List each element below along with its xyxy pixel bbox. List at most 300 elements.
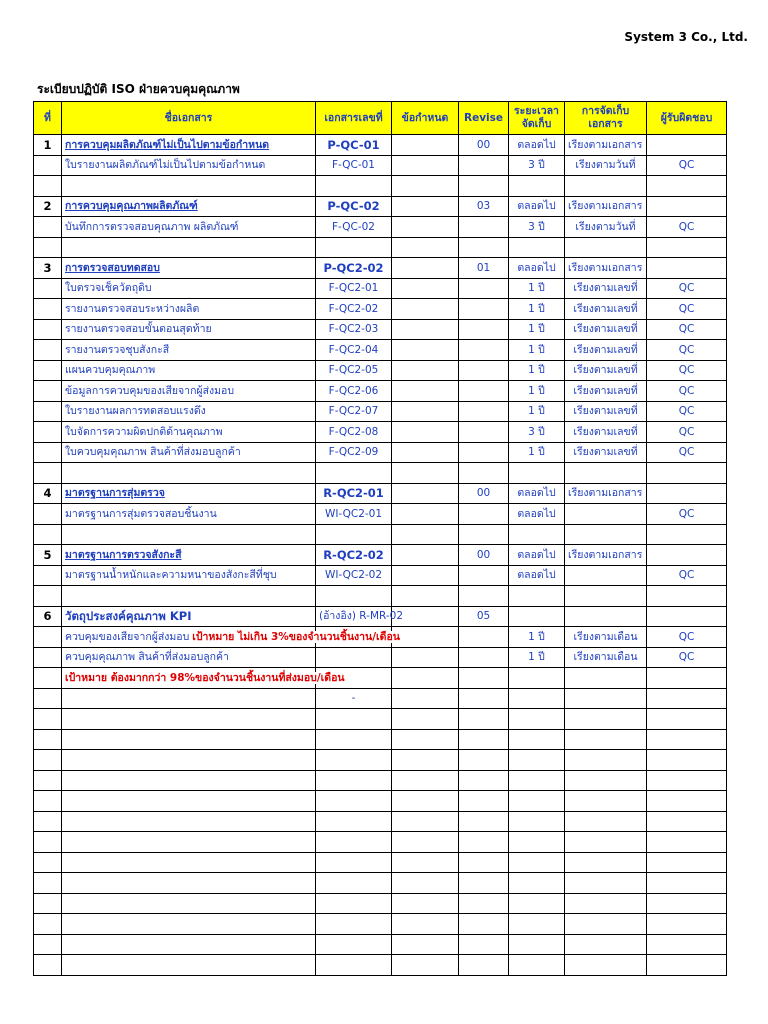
section-clause [392, 258, 459, 279]
section-number: 3 [34, 258, 62, 279]
section-retention: ตลอดไป [509, 258, 565, 279]
table-body [34, 135, 727, 976]
kpi-retention: 1 ปี [509, 627, 565, 648]
empty-cell [34, 934, 62, 955]
item-owner: QC [647, 319, 727, 340]
empty-cell [509, 832, 565, 853]
item-doc-code: F-QC-02 [316, 217, 392, 238]
section-storage: เรียงตามเอกสาร [565, 196, 647, 217]
item-retention: ตลอดไป [509, 565, 565, 586]
empty-cell [565, 934, 647, 955]
empty-cell [392, 955, 459, 976]
empty-cell [459, 688, 509, 709]
empty-cell [647, 750, 727, 771]
empty-cell [34, 442, 62, 463]
empty-cell [647, 955, 727, 976]
empty-cell [62, 934, 316, 955]
empty-cell [509, 524, 565, 545]
empty-cell [316, 893, 392, 914]
document-title: ระเบียบปฏิบัติ ISO ฝ่ายควบคุมคุณภาพ [37, 82, 240, 96]
empty-cell [34, 647, 62, 668]
empty-cell [647, 688, 727, 709]
item-owner: QC [647, 381, 727, 402]
blank-row [34, 893, 727, 914]
empty-cell [459, 360, 509, 381]
empty-cell [459, 791, 509, 812]
item-doc-code: F-QC2-02 [316, 299, 392, 320]
empty-cell [392, 668, 459, 689]
empty-cell [509, 770, 565, 791]
section-retention: ตลอดไป [509, 545, 565, 566]
empty-cell [392, 811, 459, 832]
empty-cell [459, 934, 509, 955]
kpi-target-row [34, 668, 727, 689]
empty-cell [509, 688, 565, 709]
empty-cell [647, 586, 727, 607]
empty-cell [459, 463, 509, 484]
item-doc-code: F-QC-01 [316, 155, 392, 176]
empty-cell [459, 729, 509, 750]
col-header-doc-name: ชื่อเอกสาร [62, 102, 316, 135]
empty-cell [34, 688, 62, 709]
empty-cell [392, 176, 459, 197]
empty-cell [392, 647, 459, 668]
empty-cell [565, 709, 647, 730]
empty-cell [34, 299, 62, 320]
empty-cell [509, 852, 565, 873]
section-doc-code: P-QC2-02 [316, 258, 392, 279]
item-name: มาตรฐานการสุ่มตรวจสอบชิ้นงาน [62, 504, 316, 525]
empty-cell [34, 176, 62, 197]
section-row [34, 135, 727, 156]
section-revise: 01 [459, 258, 509, 279]
empty-cell [509, 668, 565, 689]
empty-cell [565, 811, 647, 832]
empty-cell [62, 524, 316, 545]
empty-cell [459, 770, 509, 791]
empty-cell [565, 463, 647, 484]
empty-cell [62, 791, 316, 812]
section-doc-code: P-QC-01 [316, 135, 392, 156]
empty-cell [62, 914, 316, 935]
empty-cell [34, 811, 62, 832]
empty-cell [34, 668, 62, 689]
empty-cell [392, 217, 459, 238]
empty-cell [509, 811, 565, 832]
empty-cell [459, 278, 509, 299]
empty-cell [62, 586, 316, 607]
kpi-revise: 05 [459, 606, 509, 627]
empty-cell [34, 278, 62, 299]
item-storage: เรียงตามเลขที่ [565, 381, 647, 402]
empty-cell [316, 934, 392, 955]
col-header-retention: ระยะเวลาจัดเก็บ [509, 102, 565, 135]
empty-cell [62, 873, 316, 894]
item-storage: เรียงตามเลขที่ [565, 360, 647, 381]
item-name: ใบรายงานผลการทดสอบแรงดึง [62, 401, 316, 422]
item-retention: 1 ปี [509, 360, 565, 381]
blank-row [34, 688, 727, 709]
empty-cell [509, 606, 565, 627]
empty-cell [647, 791, 727, 812]
blank-row [34, 770, 727, 791]
blank-row [34, 237, 727, 258]
kpi-customer-target [62, 668, 345, 689]
section-name: การควบคุมคุณภาพผลิตภัณฑ์ [62, 196, 316, 217]
empty-cell [34, 914, 62, 935]
empty-cell [316, 524, 392, 545]
empty-cell [459, 955, 509, 976]
item-row [34, 299, 727, 320]
section-number: 6 [34, 606, 62, 627]
col-header-storage: การจัดเก็บเอกสาร [565, 102, 647, 135]
col-header-clause: ข้อกำหนด [392, 102, 459, 135]
empty-cell [459, 524, 509, 545]
section-name: มาตรฐานการตรวจสังกะสี [62, 545, 316, 566]
item-storage [565, 565, 647, 586]
item-doc-code: F-QC2-03 [316, 319, 392, 340]
item-name: ใบตรวจเช็ควัตถุดิบ [62, 278, 316, 299]
col-header-doc-code: เอกสารเลขที่ [316, 102, 392, 135]
blank-row [34, 586, 727, 607]
section-row [34, 258, 727, 279]
item-retention: 1 ปี [509, 319, 565, 340]
empty-cell [392, 565, 459, 586]
item-row [34, 422, 727, 443]
item-retention: 1 ปี [509, 278, 565, 299]
item-doc-code: F-QC2-05 [316, 360, 392, 381]
section-doc-code: P-QC-02 [316, 196, 392, 217]
empty-cell [62, 955, 316, 976]
empty-cell [565, 237, 647, 258]
empty-cell [647, 770, 727, 791]
item-storage: เรียงตามเลขที่ [565, 278, 647, 299]
item-doc-code: WI-QC2-02 [316, 565, 392, 586]
empty-cell [62, 832, 316, 853]
empty-cell [647, 606, 727, 627]
empty-cell [34, 463, 62, 484]
blank-row [34, 934, 727, 955]
empty-cell [647, 176, 727, 197]
kpi-row [34, 647, 727, 668]
empty-cell [316, 729, 392, 750]
empty-cell [34, 627, 62, 648]
blank-row [34, 914, 727, 935]
empty-cell [565, 955, 647, 976]
blank-row [34, 873, 727, 894]
empty-cell [459, 401, 509, 422]
item-storage: เรียงตามเลขที่ [565, 340, 647, 361]
section-storage: เรียงตามเอกสาร [565, 258, 647, 279]
item-doc-code: F-QC2-07 [316, 401, 392, 422]
empty-cell [34, 955, 62, 976]
kpi-owner: QC [647, 627, 727, 648]
section-owner [647, 196, 727, 217]
empty-cell [392, 155, 459, 176]
empty-cell [316, 791, 392, 812]
empty-cell [509, 934, 565, 955]
empty-cell [647, 852, 727, 873]
blank-row [34, 176, 727, 197]
section-storage: เรียงตามเอกสาร [565, 483, 647, 504]
empty-cell [34, 237, 62, 258]
empty-cell [316, 811, 392, 832]
section-retention: ตลอดไป [509, 135, 565, 156]
empty-cell [34, 709, 62, 730]
item-retention: 3 ปี [509, 155, 565, 176]
item-name: ใบควบคุมคุณภาพ สินค้าที่ส่งมอบลูกค้า [62, 442, 316, 463]
item-owner: QC [647, 565, 727, 586]
item-name: รายงานตรวจสอบระหว่างผลิต [62, 299, 316, 320]
empty-cell [392, 340, 459, 361]
section-revise: 00 [459, 483, 509, 504]
kpi-row [34, 627, 727, 648]
empty-cell [392, 463, 459, 484]
empty-cell [316, 914, 392, 935]
empty-cell [34, 770, 62, 791]
empty-cell [459, 422, 509, 443]
item-retention: 1 ปี [509, 442, 565, 463]
section-clause [392, 135, 459, 156]
empty-cell [459, 586, 509, 607]
item-storage: เรียงตามเลขที่ [565, 442, 647, 463]
section-name: มาตรฐานการสุ่มตรวจ [62, 483, 316, 504]
empty-cell [459, 319, 509, 340]
kpi-supplier-target: เป้าหมาย ไม่เกิน 3%ของจำนวนชิ้นงาน/เดือน [192, 630, 400, 643]
empty-cell [34, 319, 62, 340]
empty-cell [565, 852, 647, 873]
empty-cell [459, 852, 509, 873]
empty-cell [62, 811, 316, 832]
empty-cell [34, 750, 62, 771]
item-owner: QC [647, 504, 727, 525]
empty-cell [392, 709, 459, 730]
section-number: 1 [34, 135, 62, 156]
item-owner: QC [647, 155, 727, 176]
blank-row [34, 524, 727, 545]
empty-cell [509, 914, 565, 935]
item-row [34, 360, 727, 381]
item-owner: QC [647, 278, 727, 299]
section-doc-code: R-QC2-02 [316, 545, 392, 566]
kpi-customer-target-text: เป้าหมาย ต้องมากกว่า 98%ของจำนวนชิ้นงานที่ส่งมอบ/เดือน [65, 671, 345, 684]
empty-cell [459, 155, 509, 176]
empty-cell [565, 668, 647, 689]
blank-row [34, 463, 727, 484]
item-name: ใบจัดการความผิดปกติด้านคุณภาพ [62, 422, 316, 443]
item-storage: เรียงตามวันที่ [565, 155, 647, 176]
empty-cell [459, 299, 509, 320]
empty-cell [316, 852, 392, 873]
empty-cell [62, 729, 316, 750]
kpi-retention: 1 ปี [509, 647, 565, 668]
empty-cell [647, 832, 727, 853]
empty-cell [34, 524, 62, 545]
item-row [34, 381, 727, 402]
item-retention: 1 ปี [509, 340, 565, 361]
empty-cell [34, 422, 62, 443]
kpi-storage: เรียงตามเดือน [565, 647, 647, 668]
item-doc-code: F-QC2-08 [316, 422, 392, 443]
empty-cell [392, 401, 459, 422]
empty-cell [565, 914, 647, 935]
empty-cell [565, 873, 647, 894]
item-owner: QC [647, 217, 727, 238]
empty-cell [565, 750, 647, 771]
item-storage: เรียงตามเลขที่ [565, 299, 647, 320]
kpi-owner: QC [647, 647, 727, 668]
empty-cell [459, 504, 509, 525]
empty-cell [647, 668, 727, 689]
item-owner: QC [647, 442, 727, 463]
empty-cell [392, 750, 459, 771]
empty-cell [509, 893, 565, 914]
empty-cell [565, 688, 647, 709]
empty-cell [34, 401, 62, 422]
empty-cell [647, 934, 727, 955]
empty-cell [34, 586, 62, 607]
item-row [34, 217, 727, 238]
empty-cell [509, 709, 565, 730]
empty-cell [316, 176, 392, 197]
item-storage: เรียงตามวันที่ [565, 217, 647, 238]
item-retention: 1 ปี [509, 381, 565, 402]
blank-row [34, 729, 727, 750]
empty-cell [34, 381, 62, 402]
empty-cell [392, 586, 459, 607]
item-name: บันทึกการตรวจสอบคุณภาพ ผลิตภัณฑ์ [62, 217, 316, 238]
item-owner: QC [647, 422, 727, 443]
empty-cell [509, 750, 565, 771]
empty-cell [565, 770, 647, 791]
empty-cell [565, 606, 647, 627]
empty-cell [392, 627, 459, 648]
empty-cell [392, 791, 459, 812]
empty-cell [459, 873, 509, 894]
empty-cell [459, 565, 509, 586]
empty-cell [62, 750, 316, 771]
item-retention: ตลอดไป [509, 504, 565, 525]
section-name: การตรวจสอบทดสอบ [62, 258, 316, 279]
empty-cell [392, 914, 459, 935]
empty-cell [647, 463, 727, 484]
section-clause [392, 483, 459, 504]
empty-cell [459, 811, 509, 832]
empty-cell [509, 955, 565, 976]
section-clause [392, 545, 459, 566]
empty-cell [459, 893, 509, 914]
item-row [34, 278, 727, 299]
empty-cell [392, 852, 459, 873]
section-owner [647, 258, 727, 279]
empty-cell [392, 319, 459, 340]
kpi-supplier-defect [62, 627, 400, 648]
empty-cell [316, 832, 392, 853]
blank-row [34, 709, 727, 730]
section-number: 4 [34, 483, 62, 504]
item-owner: QC [647, 340, 727, 361]
empty-cell [34, 852, 62, 873]
item-row [34, 340, 727, 361]
item-owner: QC [647, 401, 727, 422]
empty-cell [34, 360, 62, 381]
kpi-section-row [34, 606, 727, 627]
item-row [34, 565, 727, 586]
empty-cell [62, 770, 316, 791]
col-header-owner: ผู้รับผิดชอบ [647, 102, 727, 135]
kpi-storage: เรียงตามเดือน [565, 627, 647, 648]
empty-cell [459, 750, 509, 771]
section-row [34, 545, 727, 566]
item-retention: 3 ปี [509, 422, 565, 443]
item-storage: เรียงตามเลขที่ [565, 422, 647, 443]
empty-cell [459, 914, 509, 935]
empty-cell [647, 237, 727, 258]
empty-cell [62, 463, 316, 484]
empty-cell [34, 893, 62, 914]
section-doc-code: R-QC2-01 [316, 483, 392, 504]
empty-cell [392, 278, 459, 299]
section-owner [647, 135, 727, 156]
item-row [34, 401, 727, 422]
section-number: 5 [34, 545, 62, 566]
section-number: 2 [34, 196, 62, 217]
empty-cell [34, 873, 62, 894]
section-revise: 03 [459, 196, 509, 217]
empty-cell [459, 442, 509, 463]
item-name: แผนควบคุมคุณภาพ [62, 360, 316, 381]
blank-row [34, 955, 727, 976]
empty-cell [647, 524, 727, 545]
section-retention: ตลอดไป [509, 196, 565, 217]
empty-cell [316, 709, 392, 730]
empty-cell [509, 237, 565, 258]
empty-cell [62, 852, 316, 873]
empty-cell [647, 893, 727, 914]
section-storage: เรียงตามเอกสาร [565, 135, 647, 156]
empty-cell [459, 709, 509, 730]
empty-cell [392, 442, 459, 463]
section-revise: 00 [459, 135, 509, 156]
empty-cell [392, 934, 459, 955]
empty-cell [34, 217, 62, 238]
empty-cell [647, 914, 727, 935]
empty-cell [34, 832, 62, 853]
empty-cell [509, 873, 565, 894]
section-row [34, 483, 727, 504]
company-name: System 3 Co., Ltd. [624, 30, 748, 44]
empty-cell [565, 524, 647, 545]
section-name: การควบคุมผลิตภัณฑ์ไม่เป็นไปตามข้อกำหนด [62, 135, 316, 156]
empty-cell [392, 422, 459, 443]
dash-mark: - [316, 688, 392, 709]
item-retention: 1 ปี [509, 299, 565, 320]
item-row [34, 442, 727, 463]
item-name: มาตรฐานน้ำหนักและความหนาของสังกะสีที่ชุบ [62, 565, 316, 586]
item-storage: เรียงตามเลขที่ [565, 401, 647, 422]
empty-cell [62, 237, 316, 258]
empty-cell [62, 176, 316, 197]
empty-cell [565, 176, 647, 197]
empty-cell [392, 832, 459, 853]
header-row [34, 102, 727, 135]
empty-cell [316, 647, 392, 668]
item-doc-code: F-QC2-04 [316, 340, 392, 361]
blank-row [34, 832, 727, 853]
empty-cell [392, 504, 459, 525]
empty-cell [34, 565, 62, 586]
item-storage [565, 504, 647, 525]
